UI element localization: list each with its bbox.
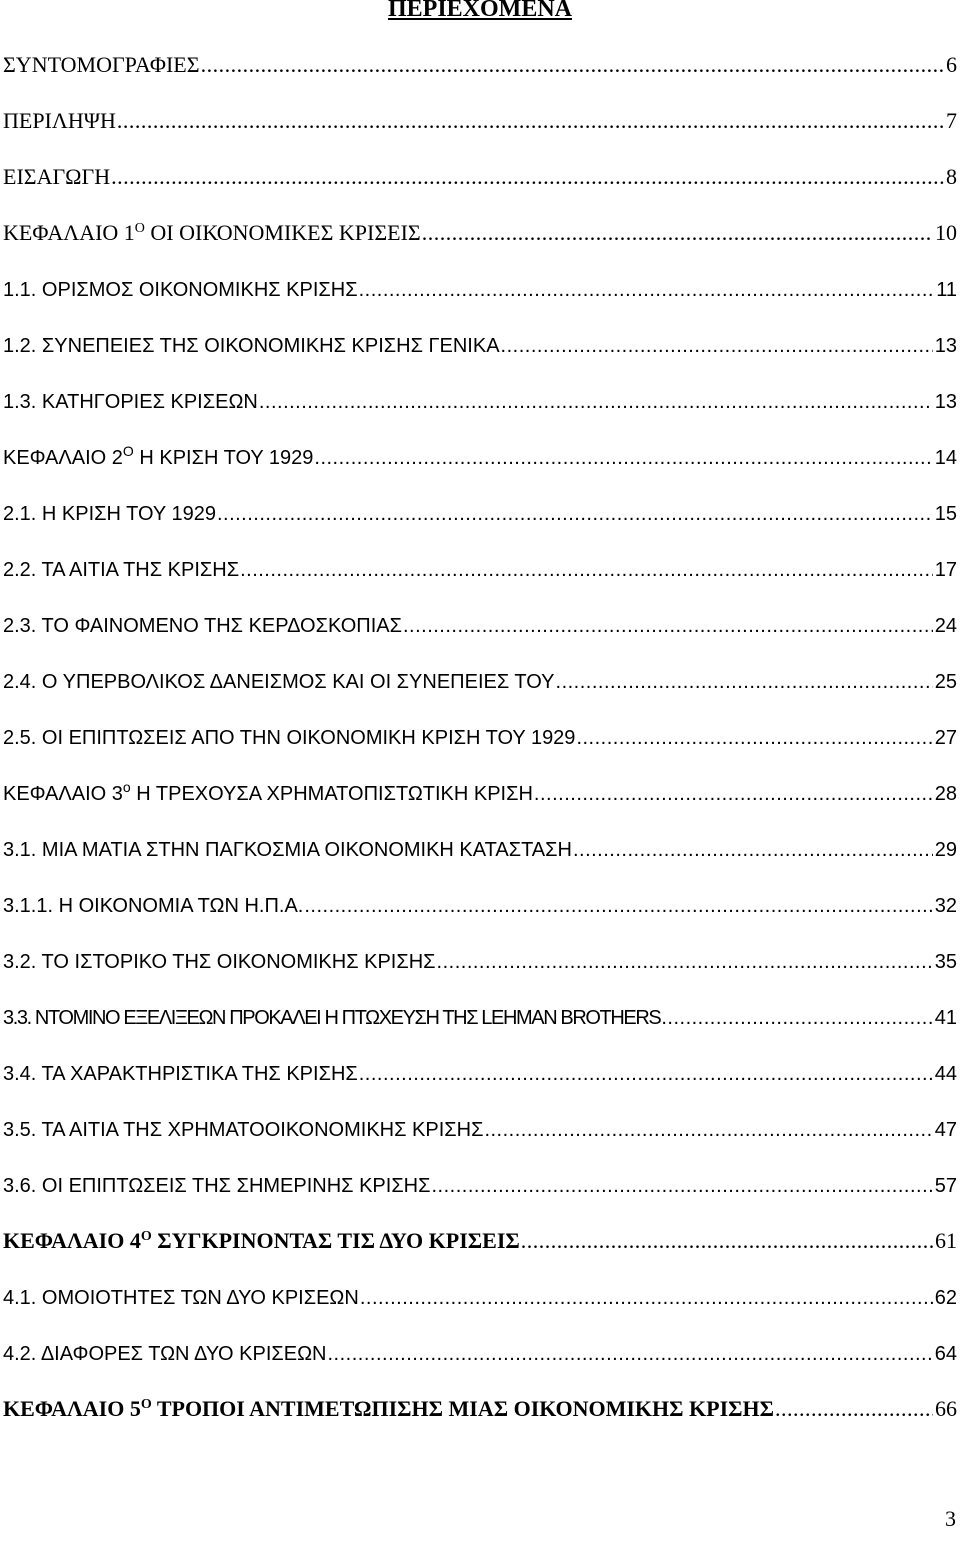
toc-entry-3-1[interactable] (3, 826, 957, 862)
chapter-title: ΣΥΓΚΡΙΝΟΝΤΑΣ ΤΙΣ ΔΥΟ ΚΡΙΣΕΙΣ (151, 1228, 520, 1253)
toc-entry-chapter-2[interactable] (3, 434, 957, 470)
dot-leader (422, 220, 933, 246)
toc-entry-page: 13 (934, 335, 957, 357)
toc-entry-label (3, 220, 421, 246)
toc-entry-page: 17 (934, 559, 957, 581)
dot-leader (521, 1228, 933, 1254)
dot-leader (240, 559, 933, 582)
chapter-prefix: ΚΕΦΑΛΑΙΟ 2 (3, 447, 123, 469)
toc-entry-page: 25 (934, 671, 957, 693)
toc-entry-page: 11 (936, 279, 957, 301)
toc-entry-1-1[interactable] (3, 266, 957, 302)
page-number: 3 (945, 1506, 956, 1531)
toc-entry-3-1-1[interactable] (3, 882, 957, 918)
toc-entry-page: 28 (934, 783, 957, 805)
toc-entry-label: 2.2. ΤΑ ΑΙΤΙΑ ΤΗΣ ΚΡΙΣΗΣ (3, 559, 240, 581)
toc-entry-label: ΠΕΡΙΛΗΨΗ (3, 108, 116, 133)
chapter-prefix: ΚΕΦΑΛΑΙΟ 4 (3, 1228, 141, 1253)
dot-leader (201, 52, 944, 78)
toc-entry-label: 1.3. ΚΑΤΗΓΟΡΙΕΣ ΚΡΙΣΕΩΝ (3, 391, 258, 413)
toc-entry-2-5[interactable] (3, 714, 957, 750)
chapter-prefix: ΚΕΦΑΛΑΙΟ 3 (3, 783, 123, 805)
chapter-superscript: Ο (134, 221, 145, 236)
toc-entry-label: 2.1. Η ΚΡΙΣΗ ΤΟΥ 1929 (3, 503, 216, 525)
toc-entry-label: 1.1. ΟΡΙΣΜΟΣ ΟΙΚΟΝΟΜΙΚΗΣ ΚΡΙΣΗΣ (3, 279, 358, 301)
chapter-title: Η ΤΡΕΧΟΥΣΑ ΧΡΗΜΑΤΟΠΙΣΤΩΤΙΚΗ ΚΡΙΣΗ (130, 783, 533, 805)
dot-leader (304, 895, 932, 918)
toc-entry-label: 2.4. Ο ΥΠΕΡΒΟΛΙΚΟΣ ΔΑΝΕΙΣΜΟΣ ΚΑΙ ΟΙ ΣΥΝΕΠΕΙΕΣ ΤΟΥ (3, 671, 555, 693)
dot-leader (360, 1287, 933, 1310)
dot-leader (484, 1119, 932, 1142)
toc-entry-label: ΕΙΣΑΓΩΓΗ (3, 164, 111, 189)
toc-entry-page: 27 (934, 727, 957, 749)
toc-entry-page: 6 (946, 52, 957, 77)
dot-leader (314, 447, 932, 470)
dot-leader (259, 391, 933, 414)
dot-leader (573, 839, 933, 862)
chapter-superscript: ο (122, 779, 131, 795)
toc-entry-page: 41 (934, 1007, 957, 1029)
chapter-title: ΟΙ ΟΙΚΟΝΟΜΙΚΕΣ ΚΡΙΣΕΙΣ (144, 220, 421, 245)
toc-entry-page: 13 (934, 391, 957, 413)
toc-entry-chapter-5[interactable] (3, 1386, 957, 1422)
chapter-title: Η ΚΡΙΣΗ ΤΟΥ 1929 (133, 447, 314, 469)
toc-entry-2-2[interactable] (3, 546, 957, 582)
toc-entry-label (3, 779, 533, 806)
chapter-superscript: Ο (122, 443, 134, 459)
toc-entry-label (3, 443, 314, 470)
toc-entry-label: 3.1. ΜΙΑ ΜΑΤΙΑ ΣΤΗΝ ΠΑΓΚΟΣΜΙΑ ΟΙΚΟΝΟΜΙΚΗ ΚΑΤΑΣΤΑΣΗ (3, 839, 572, 861)
toc-entry-chapter-4[interactable] (3, 1218, 957, 1254)
dot-leader (359, 279, 935, 302)
toc-entry-page: 64 (934, 1343, 957, 1365)
toc-entry-label: 3.2. ΤΟ ΙΣΤΟΡΙΚΟ ΤΗΣ ΟΙΚΟΝΟΜΙΚΗΣ ΚΡΙΣΗΣ (3, 951, 436, 973)
toc-entry-page: 10 (935, 220, 957, 245)
dot-leader (775, 1396, 933, 1422)
toc-entry-label: 2.3. ΤΟ ΦΑΙΝΟΜΕΝΟ ΤΗΣ ΚΕΡΔΟΣΚΟΠΙΑΣ (3, 615, 402, 637)
toc-entry-abbreviations[interactable] (3, 42, 957, 78)
toc-entry-page: 61 (935, 1228, 957, 1253)
toc-entry-chapter-1[interactable] (3, 210, 957, 246)
toc-entry-2-1[interactable] (3, 490, 957, 526)
toc-entry-page: 24 (934, 615, 957, 637)
dot-leader (217, 503, 933, 526)
toc-entry-3-3[interactable] (3, 994, 957, 1030)
toc-entry-page: 7 (946, 108, 957, 133)
dot-leader (576, 727, 932, 750)
toc-entry-page: 47 (934, 1119, 957, 1141)
toc-entry-label: 3.6. ΟΙ ΕΠΙΠΤΩΣΕΙΣ ΤΗΣ ΣΗΜΕΡΙΝΗΣ ΚΡΙΣΗΣ (3, 1175, 431, 1197)
dot-leader (432, 1175, 933, 1198)
toc-entry-page: 35 (934, 951, 957, 973)
toc-entry-label: 3.4. ΤΑ ΧΑΡΑΚΤΗΡΙΣΤΙΚΑ ΤΗΣ ΚΡΙΣΗΣ (3, 1063, 358, 1085)
toc-entry-3-5[interactable] (3, 1106, 957, 1142)
toc-entry-page: 57 (934, 1175, 957, 1197)
dot-leader (111, 164, 944, 190)
dot-leader (328, 1343, 933, 1366)
toc-entry-label: 3.3. ΝΤΟΜΙΝΟ ΕΞΕΛΙΞΕΩΝ ΠΡΟΚΑΛΕΙ Η ΠΤΩΧΕΥΣΗ ΤΗΣ LEHMAN BROTHERS (3, 1007, 661, 1029)
toc-entry-3-4[interactable] (3, 1050, 957, 1086)
chapter-prefix: ΚΕΦΑΛΑΙΟ 5 (3, 1396, 141, 1421)
dot-leader (403, 615, 933, 638)
toc-entry-label: 1.2. ΣΥΝΕΠΕΙΕΣ ΤΗΣ ΟΙΚΟΝΟΜΙΚΗΣ ΚΡΙΣΗΣ ΓΕΝΙΚΑ (3, 335, 500, 357)
toc-entry-label: 3.5. ΤΑ ΑΙΤΙΑ ΤΗΣ ΧΡΗΜΑΤΟΟΙΚΟΝΟΜΙΚΗΣ ΚΡΙΣΗΣ (3, 1119, 484, 1141)
toc-entry-page: 29 (934, 839, 957, 861)
toc-entry-3-2[interactable] (3, 938, 957, 974)
toc-entry-label: 2.5. ΟΙ ΕΠΙΠΤΩΣΕΙΣ ΑΠΟ ΤΗΝ ΟΙΚΟΝΟΜΙΚΗ ΚΡΙΣΗ ΤΟΥ 1929 (3, 727, 576, 749)
dot-leader (437, 951, 933, 974)
chapter-title: ΤΡΟΠΟΙ ΑΝΤΙΜΕΤΩΠΙΣΗΣ ΜΙΑΣ ΟΙΚΟΝΟΜΙΚΗΣ ΚΡΙΣΗΣ (151, 1396, 775, 1421)
toc-entry-introduction[interactable] (3, 154, 957, 190)
toc-entry-page: 8 (946, 164, 957, 189)
toc-entry-4-1[interactable] (3, 1274, 957, 1310)
toc-entry-summary[interactable] (3, 98, 957, 134)
toc-entry-page: 15 (934, 503, 957, 525)
toc-entry-3-6[interactable] (3, 1162, 957, 1198)
toc-entry-label: 4.1. ΟΜΟΙΟΤΗΤΕΣ ΤΩΝ ΔΥΟ ΚΡΙΣΕΩΝ (3, 1287, 359, 1309)
toc-entry-page: 32 (934, 895, 957, 917)
dot-leader (661, 1007, 932, 1030)
toc-entry-2-3[interactable] (3, 602, 957, 638)
toc-entry-2-4[interactable] (3, 658, 957, 694)
toc-entry-page: 44 (934, 1063, 957, 1085)
toc-entry-page: 14 (934, 447, 957, 469)
page-title: ΠΕΡΙΕΧΟΜΕΝΑ (387, 0, 572, 22)
toc-entry-page: 62 (934, 1287, 957, 1309)
chapter-prefix: ΚΕΦΑΛΑΙΟ 1 (3, 220, 135, 245)
toc-entry-chapter-3[interactable] (3, 770, 957, 806)
dot-leader (359, 1063, 933, 1086)
toc-entry-4-2[interactable] (3, 1330, 957, 1366)
toc-entry-label (3, 1396, 774, 1422)
toc-entry-1-2[interactable] (3, 322, 957, 358)
toc-entry-label: 4.2. ΔΙΑΦΟΡΕΣ ΤΩΝ ΔΥΟ ΚΡΙΣΕΩΝ (3, 1343, 327, 1365)
chapter-superscript: Ο (140, 1229, 152, 1244)
toc-entry-label: 3.1.1. Η ΟΙΚΟΝΟΜΙΑ ΤΩΝ Η.Π.Α. (3, 895, 304, 917)
toc-entry-label (3, 1228, 520, 1254)
toc-entry-page: 66 (935, 1396, 957, 1421)
dot-leader (534, 783, 933, 806)
dot-leader (117, 108, 944, 134)
dot-leader (556, 671, 933, 694)
toc-entry-1-3[interactable] (3, 378, 957, 414)
chapter-superscript: Ο (140, 1397, 152, 1412)
toc-entry-label: ΣΥΝΤΟΜΟΓΡΑΦΙΕΣ (3, 52, 200, 77)
dot-leader (501, 335, 933, 358)
